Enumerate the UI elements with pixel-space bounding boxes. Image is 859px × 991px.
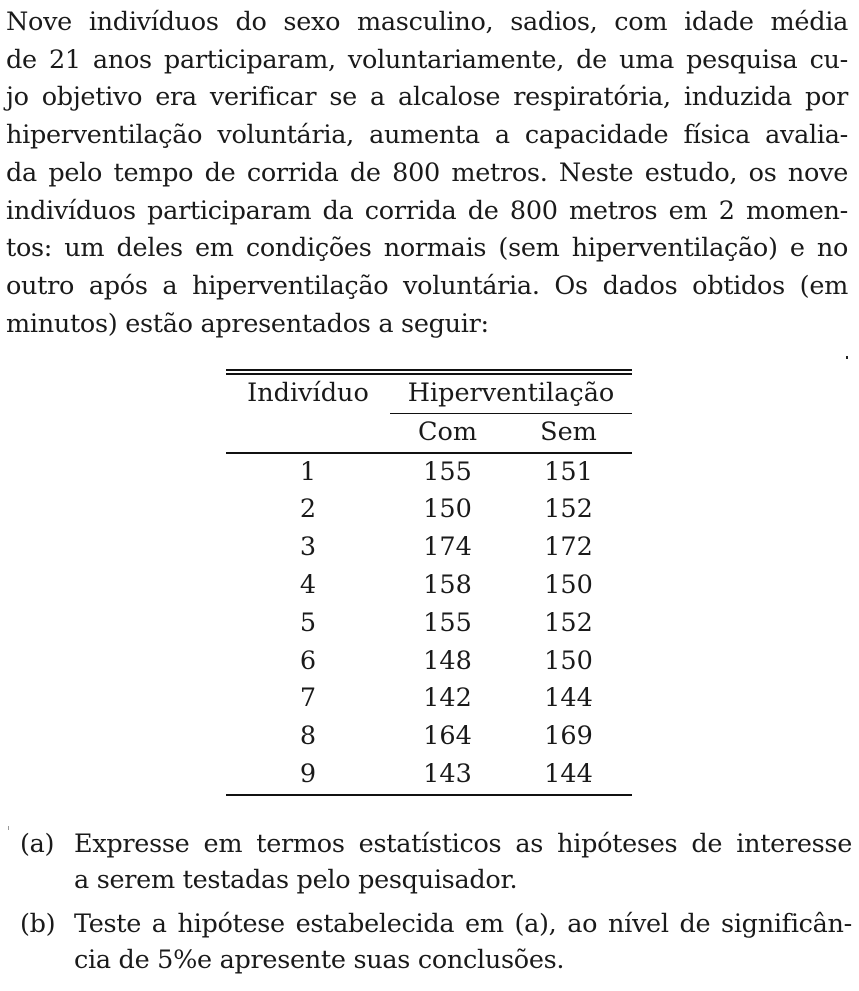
paragraph-line: jo objetivo era verificar se a alcalose respiratória, induzida por — [6, 82, 848, 113]
question-text — [74, 906, 852, 978]
paragraph-line: Nove indivíduos do sexo masculino, sadios, com idade média — [6, 7, 848, 37]
data-table — [226, 369, 632, 796]
cell-sem: 152 — [544, 494, 593, 525]
question-line: Teste a hipótese estabelecida em (a), ao nível de significân- — [74, 909, 852, 939]
cell-com: 158 — [423, 569, 472, 600]
cell-sem: 150 — [544, 569, 593, 600]
cell-com: 142 — [423, 683, 472, 714]
table-row — [226, 453, 632, 492]
question-label: (b) — [20, 909, 56, 939]
question-line: a serem testadas pelo pesquisador. — [74, 865, 518, 895]
cell-com: 164 — [423, 721, 472, 752]
table-bottom-rule — [226, 794, 632, 796]
question-text — [74, 826, 852, 898]
question-line: cia de 5%e apresente suas conclusões. — [74, 945, 565, 975]
cell-individual: 2 — [299, 494, 317, 525]
paragraph-line: outro após a hiperventilação voluntária. Os dados obtidos (em — [6, 270, 848, 301]
cell-sem: 150 — [544, 645, 593, 676]
cell-individual: 5 — [299, 607, 317, 638]
cell-com: 148 — [423, 645, 472, 676]
cell-individual: 8 — [299, 721, 317, 752]
cell-individual: 7 — [299, 683, 317, 714]
table-row — [226, 529, 632, 567]
cell-individual: 4 — [299, 569, 317, 600]
header-empty — [226, 413, 390, 452]
cell-sem: 144 — [544, 683, 593, 714]
question-line: Expresse em termos estatísticos as hipóteses de interesse — [74, 829, 852, 859]
scan-artifact-mark — [8, 826, 9, 830]
cell-sem: 172 — [544, 532, 593, 563]
question-b — [20, 906, 852, 978]
table-row — [226, 491, 632, 529]
question-list — [20, 826, 852, 986]
table-row — [226, 718, 632, 756]
cell-com: 150 — [423, 494, 472, 525]
paragraph-line: de 21 anos participaram, voluntariamente, de uma pesquisa cu- — [6, 44, 848, 75]
paragraph-line: hiperventilação voluntária, aumenta a capacidade física avalia- — [6, 120, 848, 151]
table-row — [226, 680, 632, 718]
table-row — [226, 756, 632, 794]
cell-com: 155 — [390, 453, 505, 492]
paragraph-line: minutos) estão apresentados a seguir: — [6, 308, 489, 339]
cell-sem: 169 — [544, 721, 593, 752]
table-row — [226, 567, 632, 605]
cell-sem: 152 — [544, 607, 593, 638]
problem-statement — [6, 4, 848, 343]
header-hyperventilation: Hiperventilação — [407, 378, 615, 408]
cell-individual: 9 — [299, 758, 317, 789]
header-sem: Sem — [505, 413, 632, 452]
table-row — [226, 643, 632, 681]
table-subheader-row — [226, 413, 632, 452]
cell-individual: 1 — [226, 453, 390, 492]
header-individual: Indivíduo — [247, 378, 369, 409]
paragraph-line: da pelo tempo de corrida de 800 metros. Neste estudo, os nove — [6, 157, 848, 188]
paragraph-line: tos: um deles em condições normais (sem hiperventilação) e no — [6, 233, 848, 264]
cell-com: 174 — [423, 532, 472, 563]
question-label: (a) — [20, 829, 55, 859]
cell-individual: 6 — [299, 645, 317, 676]
cell-individual: 3 — [299, 532, 317, 563]
table-header-row — [226, 375, 632, 413]
cell-sem: 151 — [505, 453, 632, 492]
cell-com: 143 — [423, 758, 472, 789]
question-a — [20, 826, 852, 898]
header-com: Com — [390, 413, 505, 452]
cell-com: 155 — [423, 607, 472, 638]
paragraph-line: indivíduos participaram da corrida de 800 metros em 2 momen- — [6, 195, 848, 226]
table-row — [226, 605, 632, 643]
cell-sem: 144 — [544, 758, 593, 789]
scan-artifact-dot — [846, 356, 848, 359]
